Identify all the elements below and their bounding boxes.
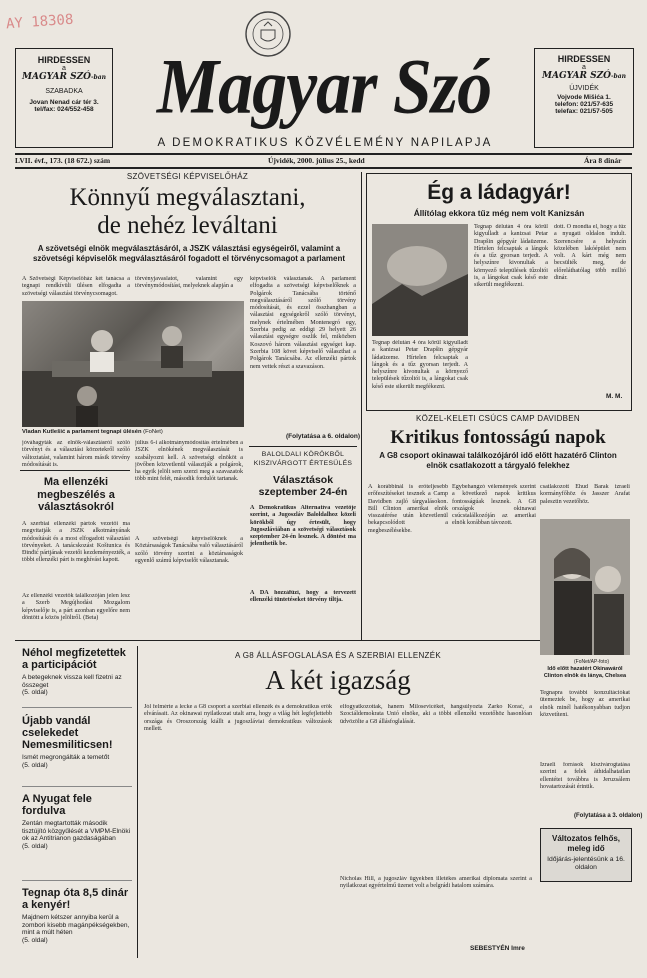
- lead-photo-caption: Vladan Kutlešić a parlament tegnapi ülésén: [22, 429, 142, 435]
- left-story-title: Ma ellenzéki megbeszélés a választásokról: [37, 476, 115, 513]
- clinton-side: Tegnapra további konzultációkat ütemeztek be, hogy az amerikai elnök minél hatékonyabban tudjon közvetíteni.: [540, 690, 630, 718]
- left-story-body: A szerbiai ellenzéki pártok vezetői ma megvitatják a JSZK alkotmányának módosítását és a most elfogadott választási törvényeket. A tanácskozást Koštunica és Đinđić pártjának vezetői kezdeményezték, a többi ellenzéki párt is meghívást kapott.: [22, 521, 130, 564]
- g8-col2b: Nicholas Hill, a jugoszláv ügyekben illetékes amerikai diplomata szerint a nyilatkozat egyértelmű üzenet volt a belgrádi hatalom számára.: [340, 876, 532, 890]
- border-story-col3: dott. Ó mondta el, hogy a tűz a nyugati oldalon indult. Szerencsére a helyszín közelében lakóépület nem volt. A kárt még nem becsülték meg, de előreláthatólag több millió dinár.: [554, 224, 626, 282]
- clinton-kicker: KÖZEL-KELETI CSÚCS CAMP DAVIDBEN: [415, 414, 580, 423]
- border-story-col1-bottom: Tegnap délután 4 óra körül kigyulladt a kanizsai Petar Drapšin gépgyár ládaüzeme. Hírtelen felcsaptak a lángok és a tűz gyorsan terjedt. A helyszínre kivonultak a környező települések tűzoltói is, a lángokat csak késő este sikerült megfékezni.: [372, 340, 468, 390]
- ad-box-right: [534, 48, 634, 148]
- lead-col1-bottom: jóváhagyták az elnök-választásról szóló törvényt és a választási körzetekről szóló változtatást, valamint három másik törvény módosítását is.: [22, 440, 130, 468]
- clinton-photo-credit: (FoNet/AP-foto): [574, 659, 610, 665]
- ad-left-suffix: -ban: [91, 74, 106, 81]
- clinton-col3-top: csatlakozott Ehud Barak izraeli kormányfőhöz és Jasszer Arafat palesztin vezetőhöz.: [540, 484, 630, 505]
- clinton-photo-icon: [540, 519, 630, 655]
- issue-date: Újvidék, 2000. július 25., kedd: [268, 156, 365, 165]
- teaser-2-text: Ismét megrongálták a temetőt: [22, 754, 110, 761]
- masthead-tagline: A DEMOKRATIKUS KÖZVÉLEMÉNY NAPILAPJA: [157, 137, 493, 149]
- election-title-2: szeptember 24-én: [258, 486, 348, 498]
- lead-deck: A szövetségi elnök megválasztásáról, a JSZK választási egységeiről, valamint a szövetségi képviselők megválasztásáról fogadott el törvénycsomagot a parlament: [32, 244, 346, 263]
- lead-title-2: de nehéz leváltani: [97, 212, 278, 239]
- lead-continued: (Folytatása a 6. oldalon): [286, 433, 361, 440]
- clinton-deck: A G8 csoport okinawai találkozójáról idő előtt hazatérő Clinton elnök csatlakozott a tárgyaló felekhez: [379, 451, 617, 470]
- lead-photo-caption-row: [22, 429, 244, 435]
- lead-col3: képviselők választanak. A parlament elfogadta a szövetségi képviselőknek a Polgárok Tanácsába történő megválasztásáról szóló törvény módosítását, és ezzel összhangban a választási egységekről szóló törvényt, melynek értelmében Montenegró egy, Szerbia pedig az eddigi 29 helyett 26 választási egységre oszlik fel, miközben Koszovó három választási egységet kap. Szerbia 108 követ képviselő választhat a Polgárok Tanácsába. Az ellenzéki pártok nem vettek részt a szavazáson.: [250, 276, 356, 370]
- election-body: A Demokratikus Alternatíva vezetője szerint, a Jugoszláv Baloldalhoz közeli körökből úgy értesült, hogy Jugoszláviában a szövetségi választások szeptember 24-én lesznek. A döntést ma jelenthetik be.: [250, 505, 356, 548]
- election-kicker-1: BALOLDALI KÖRÖKBŐL: [261, 451, 345, 458]
- g8-col1: Jól felmérte a lecke a G8 csoport a szerbiai ellenzék és a demokratikus erők elvárásait. Az okinawai nyilatkozat utalt arra, hogy a világ hét legfejlettebb országa és Oroszország kiállt a jugoszláviai demokratikus változások mellett.: [144, 704, 332, 732]
- ad-right-addr: Vojvode Mišića 1.: [557, 94, 611, 101]
- ad-left-addr: Jovan Nenad cár tér 3.: [29, 99, 99, 106]
- election-body2: A DA hozzáfűzi, hogy a tervezett ellenzéki tüntetéseket törvény tiltja.: [250, 590, 356, 604]
- ad-right-city: ÚJVIDÉK: [569, 85, 599, 92]
- teaser-3-title: A Nyugat fele fordulva: [22, 793, 92, 817]
- border-story-signature: M. M.: [606, 393, 623, 400]
- clinton-continued: (Folytatása a 3. oldalon): [574, 813, 643, 819]
- border-story-col2: Tegnap délután 4 óra körül kigyulladt a kanizsai Petar Drapšin gépgyár ládaüzeme. Hírtelen felcsaptak a lángok és a tűz gyorsan terjedt. A helyszínre kivonultak a környező települések tűzoltói is, a lángokat csak késő este sikerült megfékezni.: [474, 224, 548, 289]
- teaser-1-page: (5. oldal): [22, 689, 48, 697]
- teaser-4-text: Majdnem kétszer annyiba kerül a zombori kisebb magánpékségekben, mint a múlt héten: [22, 914, 130, 937]
- teaser-1-text: A betegeknek vissza kell fizetni az összeget: [22, 674, 122, 689]
- g8-kicker: A G8 ÁLLÁSFOGLALÁSA ÉS A SZERBIAI ELLENZÉK: [234, 651, 442, 660]
- border-story-photo: [372, 224, 468, 336]
- clinton-col1: A korábbinál is erőteljesebb erőfeszítéseket tesznek a Camp Davidben zajló tárgyalásokon. Bill Clinton amerikai elnök visszatérése után közvetlenül bekapcsolódott a megbeszélésekbe.: [368, 484, 448, 534]
- ad-left-line2: a: [62, 65, 66, 72]
- teaser-column: [22, 647, 132, 957]
- ad-left-brand-row: [16, 72, 112, 82]
- teaser-1-title: Néhol megfizetettek a participációt: [22, 647, 126, 671]
- ad-right-brand: MAGYAR SZÓ: [542, 71, 612, 81]
- border-story-subtitle: Állítólag ekkora tűz még nem volt Kanizsán: [413, 208, 585, 218]
- lead-kicker: SZÖVETSÉGI KÉPVISELŐHÁZ: [126, 172, 249, 181]
- lead-col2-bottom: július 6-i alkotmánymódosítás értelmében a JSZK elnökének megválasztását is szabályozni kell. A szövetségi elnököt a jövőben közvetlenül választják a polgárok, ha egyik jelölt sem szerzi meg a szavazatok több mint felét, második fordulót tartanak.: [135, 440, 243, 483]
- teaser-4-page: (5. oldal): [22, 936, 48, 944]
- issue-price: Ára 8 dinár: [584, 156, 622, 165]
- clinton-photo-caption: Idő előtt hazatért Okinawáról Clinton elnök és lánya, Chelsea: [543, 666, 627, 679]
- teaser-3-text: Zentán megtartották második tisztújító közgyűlését a VMPM-Elnöki ok az Antitrianon gazdaságában: [22, 820, 131, 843]
- lead-col2c: A szövetségi képviselőknek a Köztársaságok Tanácsába való választásáról szóló törvény szerint a köztársaságok egyenlő számú képviselőt választanak.: [135, 536, 243, 564]
- issue-info: LVII. évf., 173. (18 672.) szám: [15, 156, 111, 165]
- lead-title-1: Könnyű megválasztani,: [69, 184, 306, 211]
- g8-signature: SEBESTYÉN Imre: [470, 945, 525, 952]
- teaser-3-page: (5. oldal): [22, 842, 48, 850]
- ad-right-brand-row: [535, 71, 633, 81]
- ad-right-phone2: telefax: 021/57-505: [555, 108, 613, 115]
- weather-text: Időjárás-jelentésünk a 16. oldalon: [547, 856, 625, 871]
- fire-photo-icon: [372, 224, 468, 336]
- ad-right-suffix: -ban: [611, 73, 626, 80]
- clinton-photo: [540, 519, 630, 655]
- lead-col1-top: A Szövetségi Képviselőház két tanácsa a tegnapi rendkívüli ülésen elfogadta a szövetségi választási törvénycsomagot.: [22, 276, 130, 297]
- lead-photo-credit: (FoNet): [143, 429, 163, 435]
- ad-right-line1: HIRDESSEN: [557, 54, 611, 64]
- election-title-1: Választások: [272, 474, 334, 486]
- g8-col2: elfogyatkozottak, hanem Milosevicéket, hangsúlyozta Žarko Korać, a Szociáldemokrata Unió elnöke, aki a többi ellenzéki vezetőhöz hasonlóan üdvözölte a G8 állásfoglalását.: [340, 704, 532, 725]
- g8-title: A két igazság: [265, 665, 411, 695]
- teaser-2-page: (5. oldal): [22, 761, 48, 769]
- weather-title: Változatos felhős, meleg idő: [551, 834, 620, 853]
- teaser-4-title: Tegnap óta 8,5 dinár a kenyér!: [22, 887, 129, 911]
- ad-left-line1: HIRDESSEN: [37, 55, 91, 65]
- weather-box: [540, 828, 632, 882]
- clinton-col2: Egybehangzó vélemények szerint a következő napok kritikus fontosságúak lesznek. A G8 országok okinawai csúcstalálkozóján az amerikai elnök korábban távozott.: [452, 484, 536, 527]
- election-kicker-2: KISZIVÁRGOTT ÉRTESÜLÉS: [253, 460, 353, 467]
- ad-right-line2: a: [582, 64, 586, 71]
- ad-box-left: [15, 48, 113, 148]
- teaser-2-title: Újabb vandál cselekedet Nemesmiliticsen!: [22, 715, 113, 751]
- lead-col2-top: törvényjavaslatot, valamint egy törvénymódosítást, melyeknek alapján a: [135, 276, 243, 290]
- ad-left-brand: MAGYAR SZÓ: [22, 72, 92, 82]
- ad-left-city: SZABADKA: [45, 88, 83, 95]
- clinton-side2: Izraeli források kiszivárogtatása szerint a felek áthidalhatatlan ellentétei továbbra is Jeruzsálem hovatartozását érintik.: [540, 762, 630, 790]
- left-story-body2: Az ellenzéki vezetők találkozóján jelen lesz a Szerb Megújhodási Mozgalom képviselője is, a párt azonban egyelőre nem döntött a közös jelöltről. (Beta): [22, 593, 130, 621]
- parliament-photo: [22, 301, 244, 427]
- ad-right-phone1: telefon: 021/57-635: [554, 101, 614, 108]
- parliament-photo-icon: [22, 301, 244, 427]
- handwritten-reference: AY 18308: [5, 11, 74, 33]
- border-story-title: Ég a ládagyár!: [427, 181, 571, 204]
- masthead-title: Magyar Szó: [156, 44, 492, 131]
- ad-left-phone: tel/fax: 024/552-458: [34, 106, 94, 113]
- clinton-title: Kritikus fontosságú napok: [390, 427, 606, 448]
